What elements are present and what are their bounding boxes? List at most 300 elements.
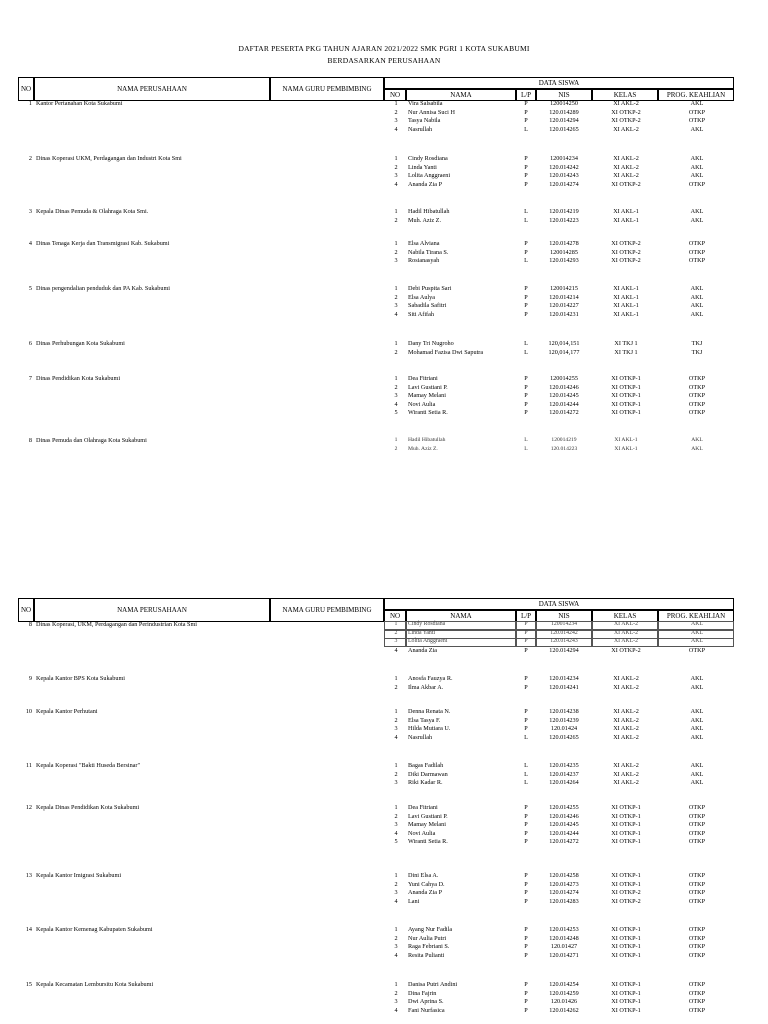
student-class: XI OTKP-2 [611,646,641,654]
student-number: 2 [394,716,398,724]
student-number: 2 [394,163,398,171]
company-number: 14 [25,926,32,933]
student-name: Lolita Anggraeni [408,638,448,645]
table-row [0,181,768,190]
student-gender: P [524,638,528,645]
student-number: 4 [394,733,398,741]
student-program: TKJ [691,348,703,356]
student-gender: P [524,981,528,988]
student-number: 1 [394,926,398,933]
student-class: XI AKL-2 [613,100,639,107]
student-nis: 120.014253 [549,926,579,933]
student-nis: 120014285 [550,248,578,256]
student-number: 2 [394,248,398,256]
student-class: XI AKL-2 [614,621,638,627]
student-name: Cindy Rosdiana [408,621,446,627]
student-nis: 120.01426 [550,998,578,1006]
student-program: OTKP [688,829,706,837]
student-class: XI OTKP-2 [611,108,641,116]
student-number: 4 [394,125,398,133]
student-program: AKL [690,779,704,787]
header-sub-nis: NIS [536,89,592,101]
student-number: 4 [394,180,398,188]
student-nis: 120,014,151 [548,340,580,347]
table-row [0,349,768,358]
student-nis: 120.014243 [550,638,578,645]
company-name: Kepala Dinas Pendidikan Kota Sukabumi [36,804,140,811]
student-nis: 120.014265 [549,733,579,741]
student-gender: P [524,629,528,636]
student-gender: P [524,821,528,829]
student-gender: P [524,926,528,933]
student-program: OTKP [688,117,706,125]
student-gender: P [524,708,528,715]
student-name: Mamay Melani [408,392,446,400]
student-class: XI AKL-2 [613,725,639,733]
student-class: XI AKL-2 [613,683,639,691]
student-program: AKL [690,208,704,215]
student-class: XI AKL-1 [613,285,639,292]
student-name: Tasya Nabila [408,117,441,125]
student-program: OTKP [688,108,706,116]
student-number: 3 [394,998,398,1006]
student-nis: 120.01424 [550,725,578,733]
student-number: 2 [394,812,398,820]
company-number: 10 [25,708,32,715]
student-gender: P [524,240,528,247]
student-number: 1 [394,340,398,347]
student-program: AKL [690,125,704,133]
student-name: Dany Tri Nugroho [408,340,454,347]
student-number: 4 [394,897,398,905]
table-row [0,446,768,455]
student-nis: 120.014223 [550,445,578,452]
student-class: XI OTKP-1 [611,400,641,408]
student-number: 2 [394,216,398,224]
student-class: XI OTKP-1 [611,804,641,811]
student-program: AKL [691,621,703,627]
student-class: XI AKL-2 [613,770,639,778]
student-gender: P [524,943,528,951]
student-gender: P [524,998,528,1006]
student-class: XI OTKP-1 [611,375,641,382]
student-number: 1 [394,762,398,769]
header-data-siswa: DATA SISWA [384,598,734,610]
company-name: Kepala Kantor Kemenag Kabupaten Sukabumi [36,926,153,933]
company-number: 5 [28,285,32,292]
student-program: OTKP [688,646,706,654]
student-number: 3 [394,117,398,125]
student-gender: P [524,621,528,627]
student-program: OTKP [688,240,706,247]
student-gender: P [524,872,528,879]
student-nis: 120014215 [550,285,578,292]
student-gender: P [524,180,528,188]
student-number: 2 [394,880,398,888]
student-number: 3 [394,257,398,265]
student-gender: P [524,989,528,997]
student-program: OTKP [688,998,706,1006]
student-nis: 120.014242 [549,163,579,171]
student-number: 3 [394,638,398,645]
student-name: Ilma Akbar A. [408,683,444,691]
student-nis: 120014250 [550,100,578,107]
student-number: 4 [394,400,398,408]
student-program: AKL [691,437,703,443]
student-program: AKL [690,310,704,318]
student-program: OTKP [688,889,706,897]
student-name: Dea Fitriani [408,804,438,811]
student-gender: P [524,675,528,682]
company-number: 8 [28,621,32,628]
student-number: 3 [394,725,398,733]
student-name: Elsa Tasya F. [408,716,441,724]
student-class: XI AKL-2 [613,125,639,133]
student-nis: 120.014219 [549,208,579,215]
student-class: XI AKL-1 [613,208,639,215]
student-class: XI OTKP-1 [611,926,641,933]
student-class: XI OTKP-2 [611,248,641,256]
student-gender: P [524,683,528,691]
title-line-2: BERDASARKAN PERUSAHAAN [327,56,441,65]
student-nis: 120.014237 [549,770,579,778]
student-gender: L [524,762,528,769]
student-gender: P [524,934,528,942]
student-nis: 120014219 [551,437,577,443]
student-program: AKL [690,216,704,224]
student-program: AKL [690,716,704,724]
student-name: Linda Yanti [408,629,436,636]
student-class: XI OTKP-2 [611,240,641,247]
student-program: OTKP [688,180,706,188]
student-number: 1 [394,708,398,715]
student-class: XI AKL-1 [614,437,638,443]
student-class: XI OTKP-1 [611,943,641,951]
student-class: XI AKL-1 [613,216,639,224]
student-class: XI OTKP-1 [611,392,641,400]
header-sub-kelas: KELAS [592,610,658,622]
header-sub-lp: L/P [516,610,536,622]
student-program: OTKP [688,812,706,820]
student-class: XI OTKP-1 [611,1006,641,1014]
student-number: 2 [394,770,398,778]
student-number: 4 [394,1006,398,1014]
student-name: Bagas Fadilah [408,762,444,769]
student-gender: L [524,437,528,443]
student-program: OTKP [688,400,706,408]
header-sub-no: NO [384,89,406,101]
student-number: 3 [394,943,398,951]
student-class: XI AKL-2 [613,716,639,724]
header-sub-prog: PROG. KEAHLIAN [658,89,734,101]
student-nis: 120.014234 [549,675,579,682]
company-number: 11 [26,762,32,769]
student-nis: 120.014246 [549,812,579,820]
student-name: Ayang Nur Fadila [408,926,453,933]
student-nis: 120.014293 [549,257,579,265]
header-sub-nama: NAMA [406,89,516,101]
student-name: Diki Darmawan [408,770,448,778]
student-class: XI OTKP-2 [611,117,641,125]
student-program: OTKP [688,926,706,933]
student-nis: 120.014283 [549,897,579,905]
student-name: Cindy Rosdiana [408,155,448,162]
student-name: Mohamad Fazisa Dwi Saputra [408,348,484,356]
student-nis: 120.014254 [549,981,579,988]
student-class: XI OTKP-2 [611,889,641,897]
student-nis: 120.014248 [549,934,579,942]
student-class: XI OTKP-1 [611,872,641,879]
student-gender: P [524,880,528,888]
student-number: 4 [394,646,398,654]
student-gender: P [524,310,528,318]
student-name: Sabadila Safitri [408,302,447,310]
student-gender: P [524,1006,528,1014]
student-name: Wiranti Setia R. [408,838,448,846]
student-number: 2 [394,445,398,452]
student-name: Denna Renata N. [408,708,451,715]
company-name: Kepala Kantor Imigrasi Sukabumi [36,872,122,879]
student-name: Nabila Tirana S. [408,248,449,256]
student-class: XI TKJ 1 [614,348,638,356]
company-name: Dinas Tenaga Kerja dan Transmigrasi Kab. Sukabumi [36,240,170,247]
student-gender: P [524,829,528,837]
student-name: Dwi Aprina S. [408,998,444,1006]
company-name: Kepala Kecamatan Lembursitu Kota Sukabumi [36,981,154,988]
table-row [0,126,768,135]
student-nis: 120.014235 [549,762,579,769]
student-program: AKL [690,725,704,733]
student-class: XI OTKP-1 [611,934,641,942]
student-gender: P [524,172,528,180]
student-program: OTKP [688,989,706,997]
student-name: Muh. Aziz Z. [408,445,438,452]
student-program: AKL [691,638,703,645]
student-program: AKL [690,770,704,778]
student-nis: 120.014239 [549,716,579,724]
student-class: XI AKL-2 [614,629,638,636]
student-number: 5 [394,838,398,846]
student-class: XI OTKP-1 [611,981,641,988]
student-name: Elsa Alviana [408,240,440,247]
student-name: Novi Aulia [408,829,436,837]
student-number: 1 [394,285,398,292]
header-sub-nis: NIS [536,610,592,622]
student-name: Elsa Aulya [408,293,435,301]
student-number: 1 [394,981,398,988]
student-gender: L [524,348,528,356]
student-program: AKL [690,708,704,715]
student-program: OTKP [688,804,706,811]
student-program: AKL [690,285,704,292]
student-name: Resita Pulianti [408,951,445,959]
student-gender: P [524,725,528,733]
student-nis: 120.014214 [549,293,579,301]
student-gender: P [524,108,528,116]
student-program: OTKP [688,872,706,879]
student-name: Ananda Zia P [408,180,443,188]
student-gender: P [524,409,528,417]
student-nis: 120.01427 [550,943,578,951]
student-nis: 120.014231 [549,310,579,318]
student-nis: 120.014264 [549,779,579,787]
student-class: XI AKL-1 [613,293,639,301]
student-class: XI AKL-2 [614,638,638,645]
student-program: AKL [690,155,704,162]
student-program: AKL [690,683,704,691]
table-row [0,952,768,961]
table-row [0,311,768,320]
student-number: 2 [394,683,398,691]
company-number: 15 [25,981,32,988]
student-class: XI OTKP-1 [611,838,641,846]
student-number: 1 [394,240,398,247]
student-program: OTKP [688,821,706,829]
company-name: Dinas Koperasi, UKM, Perdagangan dan Perindustrian Kota Smi [36,621,198,628]
student-nis: 120.014271 [549,951,579,959]
student-name: Muh. Aziz Z. [408,216,441,224]
student-gender: P [524,812,528,820]
student-class: XI AKL-2 [613,708,639,715]
student-gender: P [524,100,528,107]
student-name: Mamay Melani [408,821,446,829]
student-program: OTKP [688,409,706,417]
student-number: 1 [394,375,398,382]
company-number: 3 [28,208,32,215]
company-number: 13 [25,872,32,879]
student-gender: P [524,163,528,171]
student-nis: 120.014245 [549,821,579,829]
student-program: OTKP [688,880,706,888]
student-nis: 120014255 [550,375,578,382]
student-class: XI OTKP-1 [611,998,641,1006]
student-gender: P [524,889,528,897]
company-number: 8 [28,437,32,444]
student-nis: 120.014244 [549,400,579,408]
student-name: Novi Aulia [408,400,436,408]
student-name: Lolita Anggraeni [408,172,451,180]
student-program: AKL [690,163,704,171]
student-nis: 120.014255 [549,804,579,811]
company-number: 4 [28,240,32,247]
student-nis: 120.014289 [549,108,579,116]
student-program: AKL [690,172,704,180]
student-name: Nur Aulia Putri [408,934,447,942]
student-nis: 120014234 [550,621,578,627]
student-nis: 120.014238 [549,708,579,715]
title-line-1: DAFTAR PESERTA PKG TAHUN AJARAN 2021/2022 SMK PGRI 1 KOTA SUKABUMI [238,44,530,53]
company-name: Dinas Pemuda dan Olahraga Kota Sukabumi [36,437,147,444]
student-gender: L [524,216,528,224]
company-number: 1 [28,100,32,107]
student-gender: P [524,117,528,125]
student-class: XI AKL-1 [614,445,638,452]
student-nis: 120.014241 [549,683,579,691]
student-gender: P [524,897,528,905]
student-gender: P [524,302,528,310]
student-class: XI AKL-2 [613,779,639,787]
student-name: Hilda Mutiara U. [408,725,451,733]
table-row [0,838,768,847]
company-name: Kepala Kantor Perhutani [36,708,98,715]
student-name: Anosfa Fauzya R. [408,675,453,682]
company-number: 9 [28,675,32,682]
student-nis: 120.014227 [549,302,579,310]
company-name: Kepala Kantor BPS Kota Sukabumi [36,675,126,682]
student-class: XI OTKP-1 [611,880,641,888]
student-name: Dina Fajrin [408,989,437,997]
student-class: XI AKL-2 [613,155,639,162]
header-nama-perusahaan: NAMA PERUSAHAAN [34,77,270,101]
student-program: OTKP [688,943,706,951]
student-nis: 120.014274 [549,180,579,188]
student-class: XI OTKP-1 [611,409,641,417]
student-gender: P [524,838,528,846]
student-nis: 120.014273 [549,880,579,888]
table-row [0,684,768,693]
student-number: 3 [394,172,398,180]
company-name: Kepala Dinas Pemuda & Olahraga Kota Smi. [36,208,149,215]
student-number: 1 [394,804,398,811]
student-number: 2 [394,989,398,997]
company-name: Dinas Perhubungan Kota Sukabumi [36,340,125,347]
student-number: 2 [394,383,398,391]
header-nama-guru: NAMA GURU PEMBIMBING [270,598,384,622]
student-gender: P [524,285,528,292]
table-row [0,779,768,788]
student-program: AKL [690,675,704,682]
student-nis: 120.014274 [549,889,579,897]
student-gender: P [524,951,528,959]
student-gender: L [524,779,528,787]
student-program: OTKP [688,1006,706,1014]
table-row [0,257,768,266]
student-gender: P [524,392,528,400]
student-program: AKL [690,302,704,310]
student-gender: P [524,646,528,654]
student-program: OTKP [688,375,706,382]
student-number: 1 [394,208,398,215]
student-gender: L [524,733,528,741]
student-program: OTKP [688,257,706,265]
student-gender: P [524,155,528,162]
student-program: AKL [690,762,704,769]
student-number: 3 [394,392,398,400]
student-name: Danisa Putri Andini [408,981,458,988]
student-nis: 120.014272 [549,409,579,417]
header-nama-guru: NAMA GURU PEMBIMBING [270,77,384,101]
student-number: 2 [394,108,398,116]
student-program: AKL [690,100,704,107]
student-class: XI AKL-2 [613,163,639,171]
student-number: 5 [394,409,398,417]
student-class: XI AKL-2 [613,733,639,741]
student-name: Lavi Gustiani P. [408,812,448,820]
company-name: Dinas pengendalian penduduk dan PA Kab. Sukabumi [36,285,170,292]
student-program: OTKP [688,392,706,400]
student-program: OTKP [688,248,706,256]
student-nis: 120.014245 [549,392,579,400]
student-name: Hadil Hibatullah [408,208,450,215]
student-gender: P [524,400,528,408]
table-row [0,409,768,418]
student-program: OTKP [688,897,706,905]
student-nis: 120.014246 [549,383,579,391]
student-number: 2 [394,348,398,356]
student-class: XI AKL-2 [613,172,639,180]
student-gender: P [524,716,528,724]
student-program: AKL [691,629,703,636]
